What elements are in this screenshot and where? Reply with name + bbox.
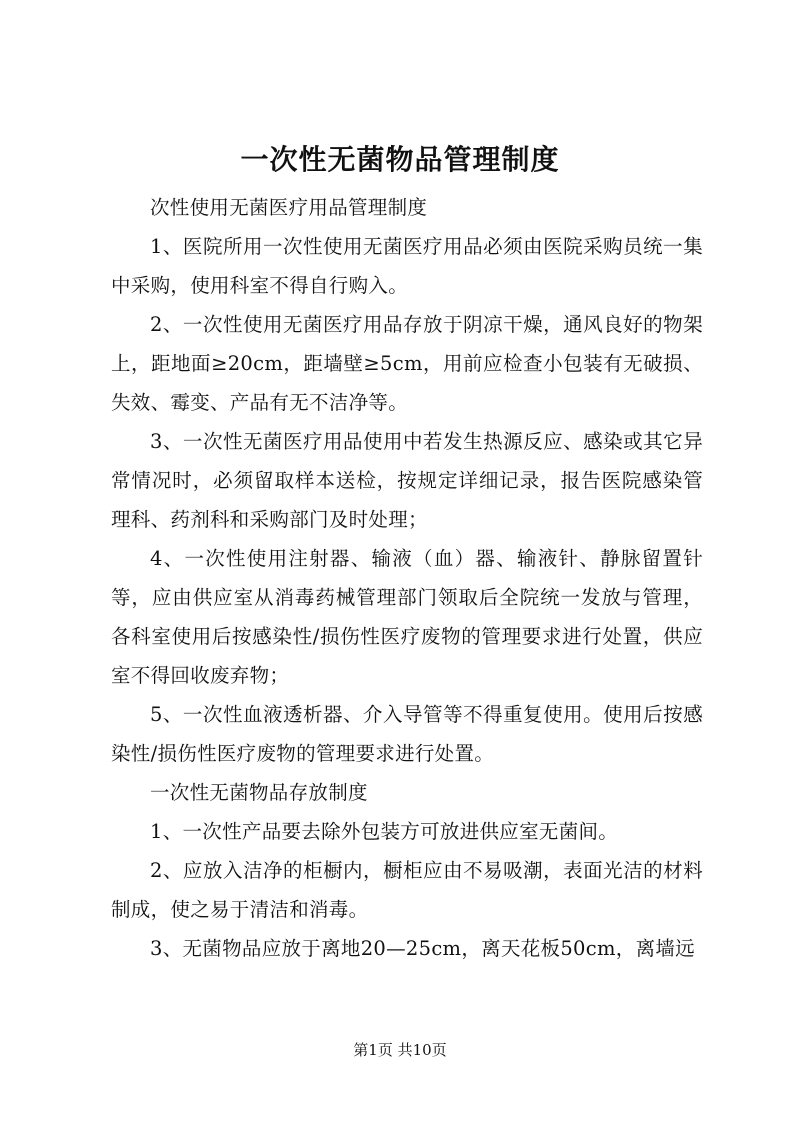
paragraph-item: 3、一次性无菌医疗用品使用中若发生热源反应、感染或其它异常情况时，必须留取样本送检，按规定详细记录，报告医院感染管理科、药剂科和采购部门及时处理； <box>111 430 703 531</box>
section-heading: 一次性无菌物品存放制度 <box>150 781 368 804</box>
paragraph-item: 2、一次性使用无菌医疗用品存放于阴凉干燥，通风良好的物架上，距地面≥20cm，距墙壁≥5cm，用前应检查小包装有无破损、失效、霉变、产品有无不洁净等。 <box>111 313 703 414</box>
paragraph-item: 1、一次性产品要去除外包装方可放进供应室无菌间。 <box>150 820 619 843</box>
paragraph-item: 4、一次性使用注射器、输液（血）器、输液针、静脉留置针等，应由供应室从消毒药械管理部门领取后全院统一发放与管理，各科室使用后按感染性/损伤性医疗废物的管理要求进行处置，供应室不得回收废弃物； <box>111 547 703 687</box>
section-heading: 次性使用无菌医疗用品管理制度 <box>150 196 428 219</box>
paragraph-item: 2、应放入洁净的柜橱内，橱柜应由不易吸潮，表面光洁的材料制成，使之易于清洁和消毒。 <box>111 859 703 921</box>
paragraph-item: 3、无菌物品应放于离地20—25cm，离天花板50cm，离墙远 <box>150 937 695 960</box>
document-title: 一次性无菌物品管理制度 <box>240 143 560 176</box>
paragraph-item: 5、一次性血液透析器、介入导管等不得重复使用。使用后按感染性/损伤性医疗废物的管理要求进行处置。 <box>111 703 703 765</box>
page-footer: 第1页 共10页 <box>353 1041 447 1059</box>
document-body <box>111 188 703 968</box>
paragraph-item: 1、医院所用一次性使用无菌医疗用品必须由医院采购员统一集中采购，使用科室不得自行购入。 <box>111 235 703 297</box>
